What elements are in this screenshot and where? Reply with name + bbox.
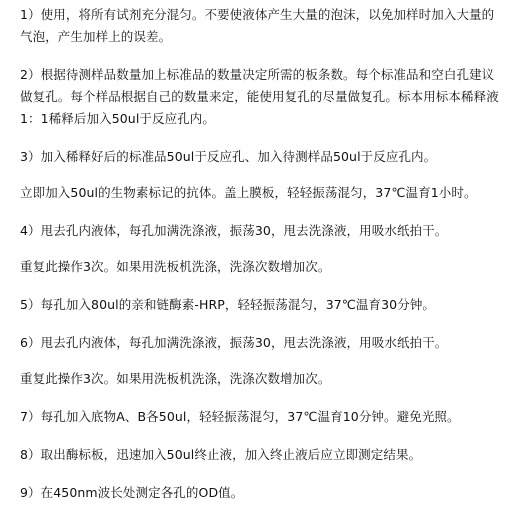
step-3-paragraph: 3）加入稀释好后的标准品50ul于反应孔、加入待测样品50ul于反应孔内。 xyxy=(20,149,437,164)
step-4-paragraph: 4）甩去孔内液体，每孔加满洗涤液，振荡30，甩去洗涤液，用吸水纸拍干。 xyxy=(20,223,448,238)
step-9-paragraph: 9）在450nm波长处测定各孔的OD值。 xyxy=(20,485,244,500)
step-7-paragraph: 7）每孔加入底物A、B各50ul，轻轻振荡混匀，37℃温育10分钟。避免光照。 xyxy=(20,409,460,424)
step-2-paragraph: 2）根据待测样品数量加上标准品的数量决定所需的板条数。每个标准品和空白孔建议做复孔。每个样品根据自己的数量来定，能使用复孔的尽量做复孔。标本用标本稀释液1：1稀释后加入50ul于反应孔内。 xyxy=(20,67,499,126)
step-6-paragraph: 6）甩去孔内液体，每孔加满洗涤液，振荡30，甩去洗涤液，用吸水纸拍干。 xyxy=(20,335,448,350)
step-4-repeat-paragraph: 重复此操作3次。如果用洗板机洗涤，洗涤次数增加次。 xyxy=(20,259,331,274)
step-1-paragraph: 1）使用，将所有试剂充分混匀。不要使液体产生大量的泡沫，以免加样时加入大量的气泡，产生加样上的误差。 xyxy=(20,7,495,44)
step-8-paragraph: 8）取出酶标板，迅速加入50ul终止液，加入终止液后应立即测定结果。 xyxy=(20,447,422,462)
step-6-repeat-paragraph: 重复此操作3次。如果用洗板机洗涤，洗涤次数增加次。 xyxy=(20,371,331,386)
step-3-continued-paragraph: 立即加入50ul的生物素标记的抗体。盖上膜板，轻轻振荡混匀，37℃温育1小时。 xyxy=(20,185,477,200)
step-5-paragraph: 5）每孔加入80ul的亲和链酶素-HRP，轻轻振荡混匀，37℃温育30分钟。 xyxy=(20,297,436,312)
